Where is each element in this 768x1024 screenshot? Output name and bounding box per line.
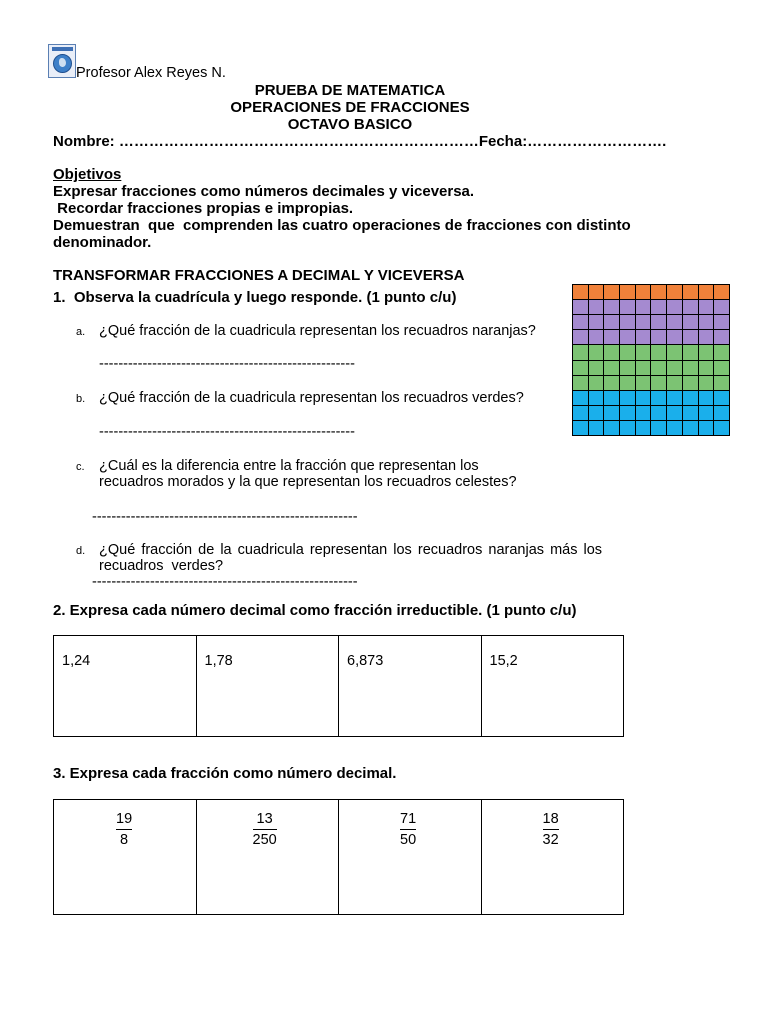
fraction-bar [253,829,277,830]
grid-cell [667,406,683,421]
grid-cell [667,300,683,315]
grid-cell [636,315,652,330]
grid-cell [651,391,667,406]
grid-cell [651,315,667,330]
grid-cell [667,376,683,391]
grid-cell [683,361,699,376]
globe-icon [53,54,72,73]
grid-cell [699,300,715,315]
decimal-table [53,635,624,737]
decimal-cell-3[interactable] [339,636,482,737]
decimal-value: 1,24 [62,653,91,669]
grid-cell [636,285,652,300]
fraction-bar [400,829,416,830]
grid-cell [651,285,667,300]
grid-cell [683,330,699,345]
grid-cell [620,421,636,436]
grid-cell [699,315,715,330]
logo-band [52,47,73,51]
grid-cell [714,406,730,421]
item-c-label: c. [76,461,85,473]
grid-cell [589,330,605,345]
grid-cell [636,345,652,360]
grid-cell [573,361,589,376]
grid-cell [620,315,636,330]
answer-line-d[interactable]: ------------------------------------------------------- [92,574,358,590]
answer-line-b[interactable]: ----------------------------------------------------- [99,424,355,440]
grid-cell [620,330,636,345]
grid-cell [573,330,589,345]
grid-cell [651,406,667,421]
grid-cell [604,376,620,391]
item-d-text-1: ¿Qué fracción de la cuadricula representan los recuadros naranjas más los [99,542,603,558]
grid-cell [589,361,605,376]
grid-cell [604,300,620,315]
grid-cell [573,345,589,360]
grid-cell [589,345,605,360]
grid-cell [636,361,652,376]
fraction-numerator: 18 [542,811,559,827]
test-subtitle: OPERACIONES DE FRACCIONES [230,99,470,116]
grid-cell [589,315,605,330]
item-c-text-2: recuadros morados y la que representan los recuadros celestes? [99,474,517,490]
section1-heading: TRANSFORMAR FRACCIONES A DECIMAL Y VICEVERSA [53,267,465,284]
grid-cell [667,330,683,345]
grid-cell [699,376,715,391]
fraction-cell-1[interactable] [54,800,197,915]
grid-cell [714,315,730,330]
grid-cell [589,285,605,300]
grid-cell [620,285,636,300]
grid-cell [620,391,636,406]
grid-cell [636,300,652,315]
grid-cell [604,345,620,360]
grid-cell [683,376,699,391]
grid-cell [667,421,683,436]
decimal-cell-2[interactable] [196,636,339,737]
fraction-denominator: 50 [400,832,417,848]
fraction [116,810,132,849]
question-1: 1. Observa la cuadrícula y luego responde. (1 punto c/u) [53,289,457,306]
grid-cell [604,391,620,406]
grid-cell [651,376,667,391]
fraction [543,810,559,849]
section3-heading: 3. Expresa cada fracción como número decimal. [53,765,397,782]
grid-cell [714,361,730,376]
answer-line-c[interactable]: ------------------------------------------------------- [92,509,358,525]
grid-cell [636,391,652,406]
fraction-numerator: 19 [116,811,133,827]
grid-cell [573,406,589,421]
grid-cell [699,345,715,360]
fraction [253,810,277,849]
grid-cell [636,406,652,421]
grid-cell [573,315,589,330]
answer-line-a[interactable]: ----------------------------------------------------- [99,356,355,372]
grid-cell [667,285,683,300]
grid-cell [589,421,605,436]
grid-cell [683,421,699,436]
grid-cell [604,421,620,436]
grid-cell [714,300,730,315]
name-date-line: Nombre: ………………………………………………………………Fecha:………………………. [53,133,667,150]
grid-cell [573,376,589,391]
grid-cell [636,376,652,391]
grid-cell [667,361,683,376]
decimal-value: 1,78 [204,653,233,669]
fraction-denominator: 32 [542,832,559,848]
fraction [400,810,416,849]
fraction-cell-3[interactable] [339,800,482,915]
grid-cell [604,406,620,421]
grid-cell [589,376,605,391]
grid-cell [604,330,620,345]
grid-cell [651,345,667,360]
decimal-cell-1[interactable] [54,636,197,737]
item-c-text-1: ¿Cuál es la diferencia entre la fracción que representan los [99,458,479,474]
grid-cell [604,315,620,330]
grid-cell [714,330,730,345]
grid-cell [699,361,715,376]
grid-cell [699,285,715,300]
decimal-value: 6,873 [347,653,384,669]
grid-cell [667,391,683,406]
grid-cell [714,285,730,300]
grid-cell [651,300,667,315]
item-d-label: d. [76,545,86,557]
objective-2: Recordar fracciones propias e impropias. [53,200,354,217]
grid-cell [714,376,730,391]
grid-cell [589,300,605,315]
item-b-text: ¿Qué fracción de la cuadricula representan los recuadros verdes? [99,390,524,406]
grid-cell [651,361,667,376]
section2-heading: 2. Expresa cada número decimal como fracción irreductible. (1 punto c/u) [53,602,577,619]
grid-cell [620,406,636,421]
grid-cell [604,285,620,300]
objective-3-cont: denominador. [53,234,152,251]
grid-cell [714,391,730,406]
item-a-text: ¿Qué fracción de la cuadricula representan los recuadros naranjas? [99,323,536,339]
grid-cell [667,315,683,330]
item-b-label: b. [76,393,86,405]
grid-cell [589,391,605,406]
grid-cell [573,391,589,406]
grid-cell [651,330,667,345]
grid-cell [589,406,605,421]
grid-cell [683,406,699,421]
grid-cell [699,391,715,406]
grid-cell [620,345,636,360]
item-d-text-2: recuadros verdes? [99,558,224,574]
grid-cell [573,300,589,315]
objectives-heading: Objetivos [53,166,122,183]
grid-cell [683,345,699,360]
fraction-numerator: 71 [400,811,417,827]
decimal-value: 15,2 [489,653,518,669]
grid-cell [683,285,699,300]
fraction-table [53,799,624,915]
fraction-bar [116,829,132,830]
fraction-numerator: 13 [256,811,273,827]
grid-cell [573,421,589,436]
fraction-grid [572,284,730,436]
test-grade: OCTAVO BASICO [287,116,413,133]
grid-cell [573,285,589,300]
grid-cell [636,330,652,345]
fraction-cell-4[interactable] [481,800,624,915]
grid-cell [683,315,699,330]
grid-cell [714,345,730,360]
grid-cell [699,330,715,345]
grid-cell [667,345,683,360]
grid-cell [636,421,652,436]
teacher-name: Profesor Alex Reyes N. [76,65,226,81]
fraction-cell-2[interactable] [196,800,339,915]
school-logo [48,44,76,78]
grid-cell [620,300,636,315]
grid-cell [714,421,730,436]
decimal-cell-4[interactable] [481,636,624,737]
grid-cell [683,391,699,406]
fraction-denominator: 250 [252,832,277,848]
objective-1: Expresar fracciones como números decimales y viceversa. [53,183,475,200]
grid-cell [620,376,636,391]
grid-cell [620,361,636,376]
grid-cell [604,361,620,376]
grid-cell [683,300,699,315]
fraction-bar [543,829,559,830]
grid-cell [699,421,715,436]
test-title: PRUEBA DE MATEMATICA [254,82,446,99]
fraction-denominator: 8 [120,832,129,848]
grid-cell [699,406,715,421]
objective-3: Demuestran que comprenden las cuatro operaciones de fracciones con distinto [53,217,631,234]
grid-cell [651,421,667,436]
item-a-label: a. [76,326,86,338]
